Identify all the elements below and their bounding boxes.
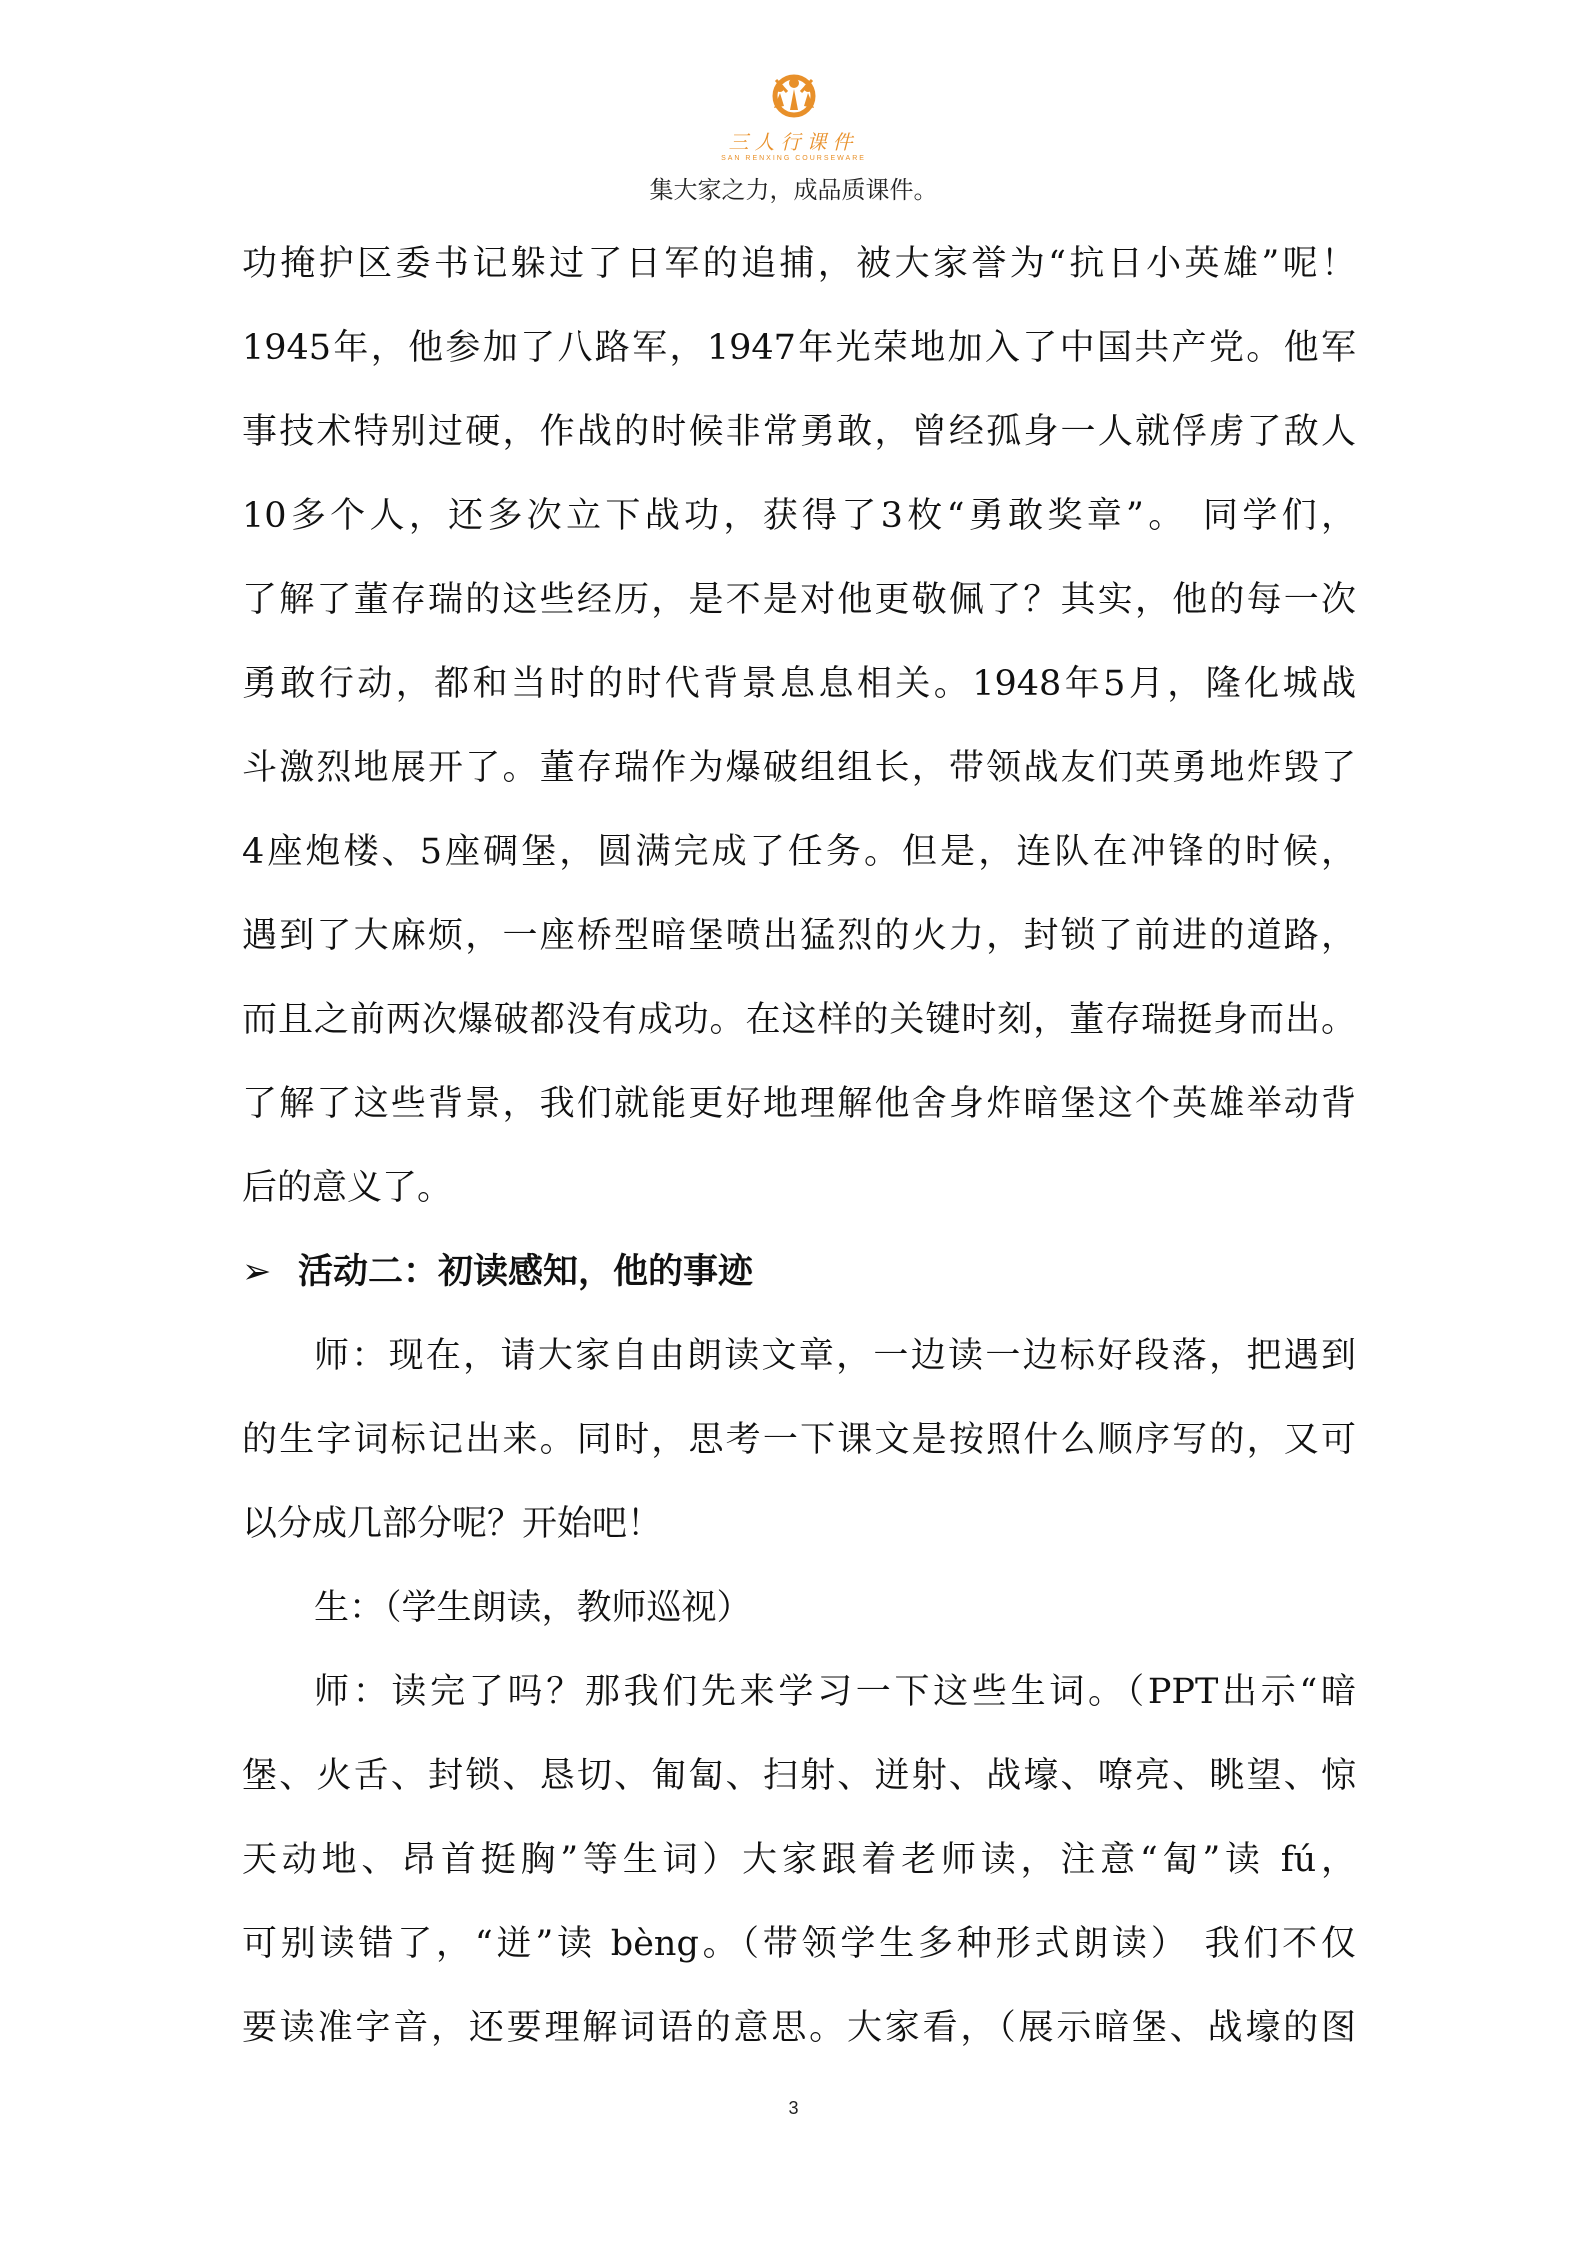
text-line: 以分成几部分呢？开始吧！ [242, 1504, 663, 1544]
text-line: 的生字词标记出来。同时，思考一下课文是按照什么顺序写的，又可 [242, 1420, 1356, 1460]
logo [721, 70, 866, 162]
page-header [0, 70, 1587, 205]
paragraph-1 [242, 222, 1356, 1230]
text-line: 要读准字音，还要理解词语的意思。大家看，（展示暗堡、战壕的图 [242, 2008, 1356, 2048]
text-line: 勇敢行动，都和当时的时代背景息息相关。1948年5月，隆化城战 [242, 664, 1356, 704]
text-line: 4座炮楼、5座碉堡，圆满完成了任务。但是，连队在冲锋的时候， [242, 832, 1356, 872]
text-line: 10多个人，还多次立下战功，获得了3枚“勇敢奖章”。 同学们， [242, 496, 1356, 536]
text-line: 事技术特别过硬，作战的时候非常勇敢，曾经孤身一人就俘虏了敌人 [242, 412, 1356, 452]
text-line: 功掩护区委书记躲过了日军的追捕，被大家誉为“抗日小英雄”呢！ [242, 244, 1356, 284]
text-line: 师：读完了吗？那我们先来学习一下这些生词。（PPT出示“暗 [314, 1672, 1356, 1712]
logo-text: 三人行课件 [728, 130, 859, 154]
arrow-bullet-icon: ➢ [242, 1252, 272, 1292]
text-line: 而且之前两次爆破都没有成功。在这样的关键时刻，董存瑞挺身而出。 [242, 1000, 1356, 1040]
paragraph-2 [242, 1314, 1356, 1566]
text-line: 天动地、昂首挺胸”等生词）大家跟着老师读，注意“匐”读 fú， [242, 1840, 1356, 1880]
text-line: 遇到了大麻烦，一座桥型暗堡喷出猛烈的火力，封锁了前进的道路， [242, 916, 1356, 956]
text-line: 后的意义了。 [242, 1168, 453, 1208]
document-body [242, 222, 1356, 2070]
text-line: 师：现在，请大家自由朗读文章，一边读一边标好段落，把遇到 [314, 1336, 1356, 1376]
paragraph-3 [242, 1566, 1356, 1650]
text-line: 了解了董存瑞的这些经历，是不是对他更敬佩了？其实，他的每一次 [242, 580, 1356, 620]
text-line: 堡、火舌、封锁、恳切、匍匐、扫射、迸射、战壕、嘹亮、眺望、惊 [242, 1756, 1356, 1796]
logo-figures-icon [754, 70, 834, 120]
header-slogan: 集大家之力，成品质课件。 [649, 176, 938, 204]
text-line: 可别读错了，“迸”读 bèng。（带领学生多种形式朗读） 我们不仅 [242, 1924, 1356, 1964]
text-line: 斗激烈地展开了。董存瑞作为爆破组组长，带领战友们英勇地炸毁了 [242, 748, 1356, 788]
paragraph-4 [242, 1650, 1356, 2070]
text-line: 1945年，他参加了八路军，1947年光荣地加入了中国共产党。他军 [242, 328, 1356, 368]
page-number: 3 [788, 2098, 799, 2118]
section-heading [242, 1230, 1356, 1314]
section-heading-text: 活动二：初读感知，他的事迹 [298, 1252, 754, 1292]
logo-subtext: SAN RENXING COURSEWARE [721, 155, 866, 162]
text-line: 生：（学生朗读，教师巡视） [314, 1588, 752, 1628]
text-line: 了解了这些背景，我们就能更好地理解他舍身炸暗堡这个英雄举动背 [242, 1084, 1356, 1124]
